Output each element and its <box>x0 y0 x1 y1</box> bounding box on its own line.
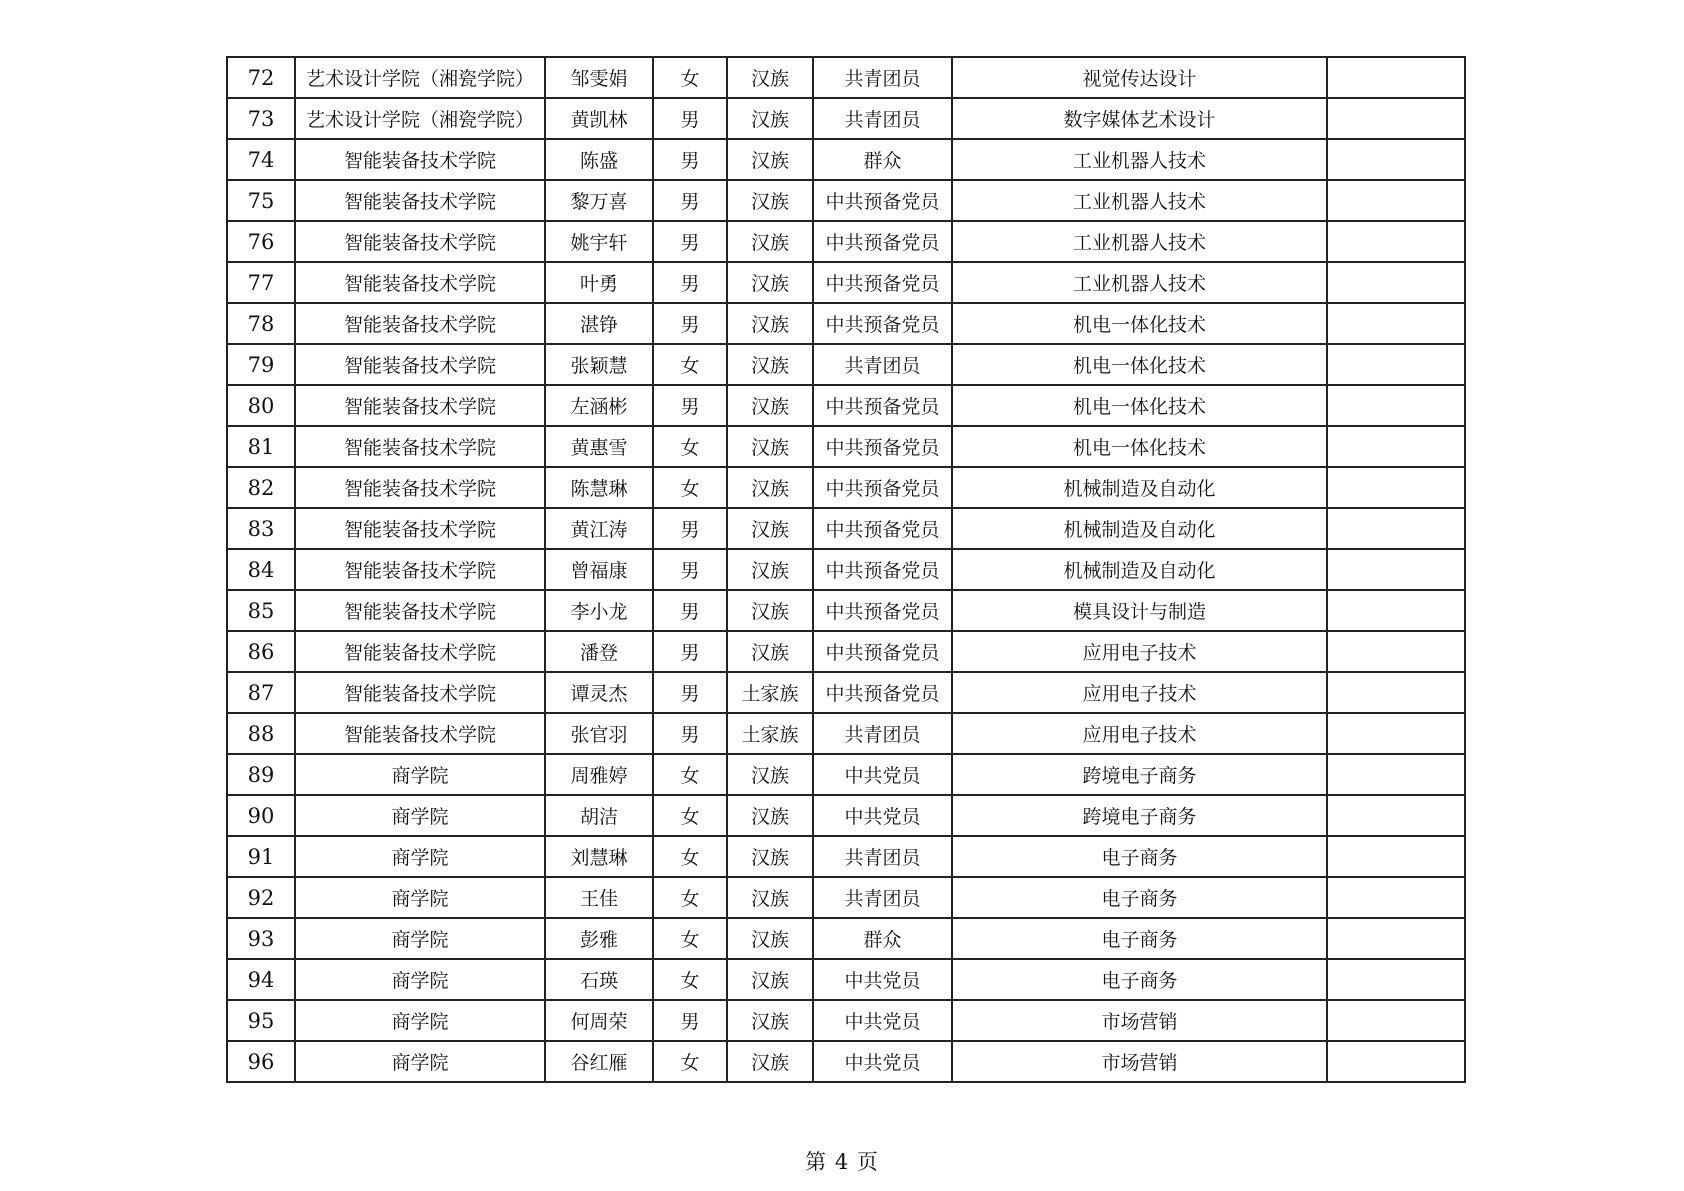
cell-number: 79 <box>227 344 295 385</box>
cell-gender: 女 <box>653 467 727 508</box>
cell-political-status: 中共预备党员 <box>813 467 952 508</box>
cell-ethnicity: 汉族 <box>727 918 813 959</box>
table-row <box>227 344 1465 385</box>
cell-remark <box>1327 467 1465 508</box>
cell-remark <box>1327 426 1465 467</box>
cell-student-name: 左涵彬 <box>545 385 653 426</box>
cell-ethnicity: 汉族 <box>727 467 813 508</box>
table-row <box>227 836 1465 877</box>
cell-major: 电子商务 <box>952 959 1327 1000</box>
cell-gender: 男 <box>653 549 727 590</box>
cell-political-status: 共青团员 <box>813 836 952 877</box>
cell-gender: 男 <box>653 303 727 344</box>
cell-college: 智能装备技术学院 <box>295 262 545 303</box>
cell-ethnicity: 汉族 <box>727 1041 813 1082</box>
cell-remark <box>1327 877 1465 918</box>
cell-gender: 女 <box>653 795 727 836</box>
cell-student-name: 邹雯娟 <box>545 57 653 98</box>
cell-political-status: 中共党员 <box>813 754 952 795</box>
table-row <box>227 549 1465 590</box>
cell-college: 商学院 <box>295 1000 545 1041</box>
cell-political-status: 中共党员 <box>813 959 952 1000</box>
cell-gender: 男 <box>653 180 727 221</box>
table-row <box>227 221 1465 262</box>
cell-gender: 男 <box>653 139 727 180</box>
table-row <box>227 918 1465 959</box>
table-row <box>227 57 1465 98</box>
cell-major: 跨境电子商务 <box>952 754 1327 795</box>
cell-student-name: 叶勇 <box>545 262 653 303</box>
table-row <box>227 426 1465 467</box>
cell-remark <box>1327 918 1465 959</box>
cell-college: 智能装备技术学院 <box>295 631 545 672</box>
cell-ethnicity: 汉族 <box>727 426 813 467</box>
cell-gender: 女 <box>653 877 727 918</box>
cell-number: 74 <box>227 139 295 180</box>
table-row <box>227 713 1465 754</box>
cell-political-status: 中共预备党员 <box>813 508 952 549</box>
cell-major: 电子商务 <box>952 877 1327 918</box>
cell-number: 83 <box>227 508 295 549</box>
cell-remark <box>1327 836 1465 877</box>
cell-number: 72 <box>227 57 295 98</box>
cell-number: 96 <box>227 1041 295 1082</box>
cell-gender: 女 <box>653 959 727 1000</box>
cell-number: 77 <box>227 262 295 303</box>
cell-college: 智能装备技术学院 <box>295 467 545 508</box>
table-row <box>227 180 1465 221</box>
cell-number: 76 <box>227 221 295 262</box>
cell-ethnicity: 汉族 <box>727 877 813 918</box>
cell-remark <box>1327 631 1465 672</box>
cell-ethnicity: 汉族 <box>727 57 813 98</box>
cell-student-name: 王佳 <box>545 877 653 918</box>
cell-student-name: 张颖慧 <box>545 344 653 385</box>
roster-body <box>227 57 1465 1082</box>
table-row <box>227 139 1465 180</box>
cell-ethnicity: 汉族 <box>727 139 813 180</box>
cell-political-status: 共青团员 <box>813 713 952 754</box>
cell-major: 跨境电子商务 <box>952 795 1327 836</box>
table-row <box>227 1041 1465 1082</box>
cell-gender: 女 <box>653 918 727 959</box>
cell-student-name: 周雅婷 <box>545 754 653 795</box>
cell-political-status: 共青团员 <box>813 98 952 139</box>
cell-remark <box>1327 590 1465 631</box>
cell-student-name: 曾福康 <box>545 549 653 590</box>
table-row <box>227 590 1465 631</box>
cell-remark <box>1327 713 1465 754</box>
table-row <box>227 631 1465 672</box>
cell-gender: 男 <box>653 590 727 631</box>
cell-ethnicity: 汉族 <box>727 98 813 139</box>
cell-major: 机械制造及自动化 <box>952 467 1327 508</box>
cell-student-name: 石瑛 <box>545 959 653 1000</box>
cell-major: 工业机器人技术 <box>952 262 1327 303</box>
cell-remark <box>1327 98 1465 139</box>
cell-ethnicity: 汉族 <box>727 959 813 1000</box>
cell-student-name: 湛铮 <box>545 303 653 344</box>
cell-ethnicity: 汉族 <box>727 262 813 303</box>
cell-major: 应用电子技术 <box>952 631 1327 672</box>
cell-major: 电子商务 <box>952 918 1327 959</box>
cell-remark <box>1327 754 1465 795</box>
table-row <box>227 303 1465 344</box>
cell-number: 86 <box>227 631 295 672</box>
cell-political-status: 中共预备党员 <box>813 385 952 426</box>
cell-major: 模具设计与制造 <box>952 590 1327 631</box>
cell-ethnicity: 汉族 <box>727 631 813 672</box>
cell-ethnicity: 汉族 <box>727 180 813 221</box>
cell-student-name: 黄江涛 <box>545 508 653 549</box>
cell-number: 81 <box>227 426 295 467</box>
cell-college: 智能装备技术学院 <box>295 590 545 631</box>
cell-political-status: 中共预备党员 <box>813 631 952 672</box>
cell-political-status: 中共党员 <box>813 795 952 836</box>
table-row <box>227 385 1465 426</box>
cell-college: 智能装备技术学院 <box>295 426 545 467</box>
cell-remark <box>1327 1041 1465 1082</box>
cell-number: 94 <box>227 959 295 1000</box>
cell-number: 75 <box>227 180 295 221</box>
cell-student-name: 彭雅 <box>545 918 653 959</box>
cell-political-status: 中共党员 <box>813 1041 952 1082</box>
cell-student-name: 谷红雁 <box>545 1041 653 1082</box>
cell-remark <box>1327 549 1465 590</box>
cell-number: 90 <box>227 795 295 836</box>
cell-number: 88 <box>227 713 295 754</box>
cell-student-name: 黄凯林 <box>545 98 653 139</box>
cell-gender: 男 <box>653 98 727 139</box>
cell-college: 智能装备技术学院 <box>295 344 545 385</box>
cell-remark <box>1327 139 1465 180</box>
cell-remark <box>1327 1000 1465 1041</box>
table-row <box>227 795 1465 836</box>
cell-number: 84 <box>227 549 295 590</box>
cell-remark <box>1327 959 1465 1000</box>
cell-remark <box>1327 795 1465 836</box>
cell-gender: 男 <box>653 508 727 549</box>
cell-ethnicity: 汉族 <box>727 344 813 385</box>
cell-political-status: 共青团员 <box>813 344 952 385</box>
cell-political-status: 中共预备党员 <box>813 221 952 262</box>
cell-major: 应用电子技术 <box>952 713 1327 754</box>
cell-remark <box>1327 303 1465 344</box>
student-roster-table <box>226 56 1466 1083</box>
cell-college: 智能装备技术学院 <box>295 672 545 713</box>
cell-major: 机电一体化技术 <box>952 426 1327 467</box>
cell-ethnicity: 汉族 <box>727 590 813 631</box>
cell-major: 数字媒体艺术设计 <box>952 98 1327 139</box>
cell-number: 95 <box>227 1000 295 1041</box>
cell-number: 93 <box>227 918 295 959</box>
table-row <box>227 754 1465 795</box>
table-row <box>227 877 1465 918</box>
cell-political-status: 共青团员 <box>813 57 952 98</box>
cell-gender: 男 <box>653 672 727 713</box>
cell-remark <box>1327 262 1465 303</box>
cell-number: 91 <box>227 836 295 877</box>
cell-student-name: 陈盛 <box>545 139 653 180</box>
cell-major: 机械制造及自动化 <box>952 549 1327 590</box>
cell-number: 92 <box>227 877 295 918</box>
cell-college: 智能装备技术学院 <box>295 221 545 262</box>
cell-number: 85 <box>227 590 295 631</box>
table-row <box>227 959 1465 1000</box>
cell-political-status: 共青团员 <box>813 877 952 918</box>
cell-major: 电子商务 <box>952 836 1327 877</box>
cell-gender: 女 <box>653 344 727 385</box>
cell-gender: 女 <box>653 1041 727 1082</box>
cell-number: 73 <box>227 98 295 139</box>
table-row <box>227 672 1465 713</box>
table-row <box>227 98 1465 139</box>
cell-ethnicity: 土家族 <box>727 713 813 754</box>
cell-major: 市场营销 <box>952 1000 1327 1041</box>
cell-college: 智能装备技术学院 <box>295 713 545 754</box>
cell-student-name: 黄惠雪 <box>545 426 653 467</box>
cell-gender: 男 <box>653 385 727 426</box>
cell-political-status: 中共预备党员 <box>813 590 952 631</box>
cell-college: 智能装备技术学院 <box>295 303 545 344</box>
cell-student-name: 姚宇轩 <box>545 221 653 262</box>
cell-college: 艺术设计学院（湘瓷学院） <box>295 57 545 98</box>
cell-gender: 女 <box>653 426 727 467</box>
cell-political-status: 中共预备党员 <box>813 426 952 467</box>
cell-college: 智能装备技术学院 <box>295 549 545 590</box>
cell-political-status: 群众 <box>813 139 952 180</box>
cell-college: 智能装备技术学院 <box>295 385 545 426</box>
cell-student-name: 谭灵杰 <box>545 672 653 713</box>
cell-college: 商学院 <box>295 754 545 795</box>
cell-student-name: 潘登 <box>545 631 653 672</box>
table-row <box>227 262 1465 303</box>
cell-political-status: 群众 <box>813 918 952 959</box>
cell-gender: 男 <box>653 631 727 672</box>
cell-remark <box>1327 221 1465 262</box>
cell-major: 工业机器人技术 <box>952 139 1327 180</box>
cell-student-name: 刘慧琳 <box>545 836 653 877</box>
cell-political-status: 中共预备党员 <box>813 303 952 344</box>
cell-gender: 男 <box>653 713 727 754</box>
cell-major: 视觉传达设计 <box>952 57 1327 98</box>
cell-student-name: 黎万喜 <box>545 180 653 221</box>
cell-political-status: 中共预备党员 <box>813 549 952 590</box>
cell-political-status: 中共党员 <box>813 1000 952 1041</box>
cell-student-name: 陈慧琳 <box>545 467 653 508</box>
cell-college: 商学院 <box>295 918 545 959</box>
cell-gender: 男 <box>653 221 727 262</box>
cell-college: 智能装备技术学院 <box>295 180 545 221</box>
cell-major: 机电一体化技术 <box>952 344 1327 385</box>
cell-remark <box>1327 344 1465 385</box>
cell-gender: 男 <box>653 1000 727 1041</box>
cell-ethnicity: 汉族 <box>727 836 813 877</box>
cell-gender: 女 <box>653 754 727 795</box>
cell-ethnicity: 汉族 <box>727 221 813 262</box>
cell-major: 机械制造及自动化 <box>952 508 1327 549</box>
cell-remark <box>1327 385 1465 426</box>
cell-student-name: 张官羽 <box>545 713 653 754</box>
cell-student-name: 胡洁 <box>545 795 653 836</box>
cell-major: 工业机器人技术 <box>952 221 1327 262</box>
cell-college: 商学院 <box>295 795 545 836</box>
cell-number: 80 <box>227 385 295 426</box>
cell-college: 商学院 <box>295 877 545 918</box>
cell-college: 智能装备技术学院 <box>295 139 545 180</box>
cell-ethnicity: 土家族 <box>727 672 813 713</box>
cell-political-status: 中共预备党员 <box>813 262 952 303</box>
cell-student-name: 何周荣 <box>545 1000 653 1041</box>
cell-number: 82 <box>227 467 295 508</box>
cell-ethnicity: 汉族 <box>727 385 813 426</box>
cell-ethnicity: 汉族 <box>727 303 813 344</box>
cell-ethnicity: 汉族 <box>727 508 813 549</box>
cell-ethnicity: 汉族 <box>727 549 813 590</box>
cell-remark <box>1327 57 1465 98</box>
cell-major: 工业机器人技术 <box>952 180 1327 221</box>
page-number: 第 4 页 <box>805 1150 879 1174</box>
cell-gender: 男 <box>653 262 727 303</box>
cell-college: 艺术设计学院（湘瓷学院） <box>295 98 545 139</box>
cell-number: 87 <box>227 672 295 713</box>
cell-college: 智能装备技术学院 <box>295 508 545 549</box>
cell-college: 商学院 <box>295 836 545 877</box>
table-row <box>227 467 1465 508</box>
table-row <box>227 508 1465 549</box>
cell-student-name: 李小龙 <box>545 590 653 631</box>
cell-political-status: 中共预备党员 <box>813 672 952 713</box>
table-row <box>227 1000 1465 1041</box>
cell-major: 机电一体化技术 <box>952 303 1327 344</box>
cell-political-status: 中共预备党员 <box>813 180 952 221</box>
cell-remark <box>1327 180 1465 221</box>
cell-ethnicity: 汉族 <box>727 795 813 836</box>
cell-major: 机电一体化技术 <box>952 385 1327 426</box>
cell-college: 商学院 <box>295 959 545 1000</box>
cell-remark <box>1327 672 1465 713</box>
cell-major: 市场营销 <box>952 1041 1327 1082</box>
cell-college: 商学院 <box>295 1041 545 1082</box>
cell-number: 89 <box>227 754 295 795</box>
cell-major: 应用电子技术 <box>952 672 1327 713</box>
cell-gender: 女 <box>653 836 727 877</box>
cell-number: 78 <box>227 303 295 344</box>
cell-ethnicity: 汉族 <box>727 754 813 795</box>
cell-remark <box>1327 508 1465 549</box>
cell-ethnicity: 汉族 <box>727 1000 813 1041</box>
cell-gender: 女 <box>653 57 727 98</box>
